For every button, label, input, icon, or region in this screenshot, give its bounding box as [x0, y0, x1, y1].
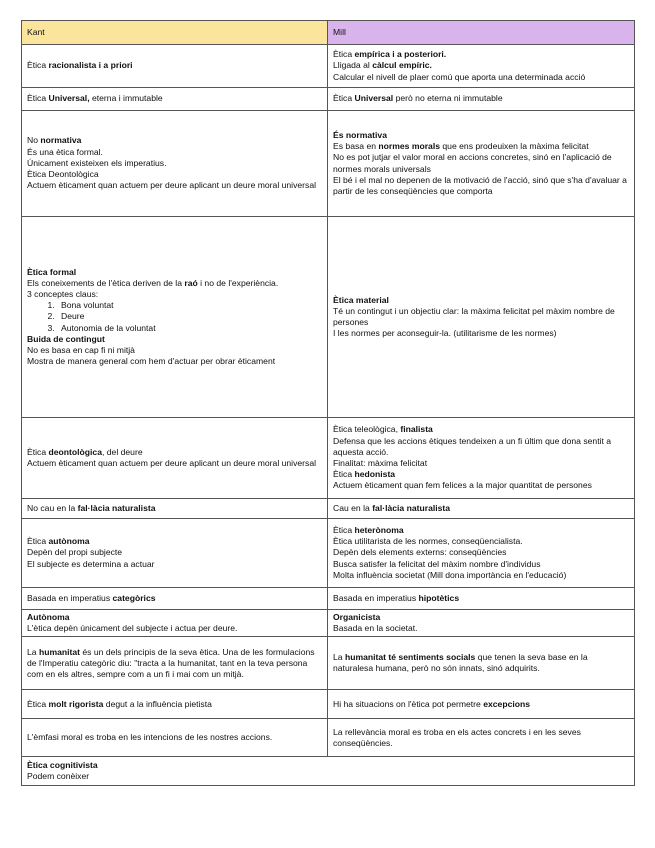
- list-item: 3. Autonomia de la voluntat: [57, 323, 322, 334]
- mill-cell: Cau en la fal·làcia naturalista: [328, 499, 635, 519]
- key-concepts-list: [27, 300, 322, 334]
- table-row: [22, 637, 635, 690]
- kant-cell: No normativa És una ètica formal. Únicament existeixen els imperatius. Ètica Deontològica Actuem èticament quan actuem per deure aplicant un deure moral universal: [22, 111, 328, 217]
- kant-cell: Autònoma L'ètica depèn únicament del subjecte i actua per deure.: [22, 610, 328, 637]
- kant-cell: Ètica deontològica, del deure Actuem èticament quan actuem per deure aplicant un deure moral universal: [22, 418, 328, 499]
- footer-title: Ètica cognitivista: [27, 760, 98, 771]
- mill-cell: Ètica Universal però no eterna ni immutable: [328, 88, 635, 111]
- kant-cell: No cau en la fal·làcia naturalista: [22, 499, 328, 519]
- footer-subtitle: Podem conèixer: [27, 771, 90, 782]
- table-row: [22, 690, 635, 719]
- mill-cell: Hi ha situacions on l'ètica pot permetre excepcions: [328, 690, 635, 719]
- comparison-table: [21, 20, 635, 786]
- list-item: 1. Bona voluntat: [57, 300, 322, 311]
- header-mill: Mill: [328, 21, 635, 45]
- kant-cell: Ètica molt rigorista degut a la influència pietista: [22, 690, 328, 719]
- mill-cell: Ètica material Té un contingut i un objectiu clar: la màxima felicitat pel màxim nombre de persones I les normes per aconseguir-la. (utilitarisme de les normes): [328, 217, 635, 418]
- footer-cell: [22, 757, 635, 786]
- header-row: [22, 21, 635, 45]
- kant-cell: Ètica autònoma Depèn del propi subjecte El subjecte es determina a actuar: [22, 519, 328, 588]
- table-row: [22, 588, 635, 610]
- mill-cell: Ètica heterònoma Ètica utilitarista de les normes, conseqüencialista. Depèn dels elements externs: conseqüències Busca satisfer la felicitat del màxim nombre d'individus Molta influència societat (Mill dona importància en l'educació): [328, 519, 635, 588]
- mill-cell: Organicista Basada en la societat.: [328, 610, 635, 637]
- kant-cell: Ètica formal Els coneixements de l'ètica deriven de la raó i no de l'experiència. 3 conceptes claus: 1. Bona voluntat 2. Deure 3. Autonomia de la voluntat Buida de contingut No es basa en cap fi ni mitjà Mostra de manera general com hem d'actuar per obrar èticament: [22, 217, 328, 418]
- mill-cell: Ètica teleològica, finalista Defensa que les accions ètiques tendeixen a un fi últim que dona sentit a aquesta acció. Finalitat: màxima felicitat Ètica hedonista Actuem èticament quan fem felices a la major quantitat de persones: [328, 418, 635, 499]
- table-row: [22, 111, 635, 217]
- table-row: [22, 88, 635, 111]
- table-row: [22, 519, 635, 588]
- table-row: [22, 217, 635, 418]
- table-row: [22, 499, 635, 519]
- mill-cell: Basada en imperatius hipotètics: [328, 588, 635, 610]
- header-kant: Kant: [22, 21, 328, 45]
- table-row: [22, 610, 635, 637]
- table-row: [22, 418, 635, 499]
- kant-cell: Basada en imperatius categòrics: [22, 588, 328, 610]
- mill-cell: La rellevància moral es troba en els actes concrets i en les seves conseqüències.: [328, 719, 635, 757]
- list-item: 2. Deure: [57, 311, 322, 322]
- kant-cell: La humanitat és un dels principis de la seva ètica. Una de les formulacions de l'Imperatiu categòric diu: "tracta a la humanitat, tant en la teva persona com en els altres, sempre com a un fi i mai com un mitjà.: [22, 637, 328, 690]
- mill-cell: És normativa Es basa en normes morals que ens prodeuixen la màxima felicitat No es pot jutjar el valor moral en accions concretes, sinó en l'aplicació de normes morals universals El bé i el mal no depenen de la motivació de l'acció, sinó que s'ha d'avaluar a partir de les conseqüències que comporta: [328, 111, 635, 217]
- table-row: [22, 719, 635, 757]
- mill-cell: La humanitat té sentiments socials que tenen la seva base en la naturalesa humana, però no són innats, sinó adquirits.: [328, 637, 635, 690]
- mill-cell: Ètica empírica i a posteriori. Lligada al càlcul empíric. Calcular el nivell de plaer comú que aporta una determinada acció: [328, 45, 635, 88]
- kant-cell: Ètica Universal, eterna i immutable: [22, 88, 328, 111]
- kant-cell: Ètica racionalista i a priori: [22, 45, 328, 88]
- kant-cell: L'èmfasi moral es troba en les intencions de les nostres accions.: [22, 719, 328, 757]
- footer-row: [22, 757, 635, 786]
- table-row: [22, 45, 635, 88]
